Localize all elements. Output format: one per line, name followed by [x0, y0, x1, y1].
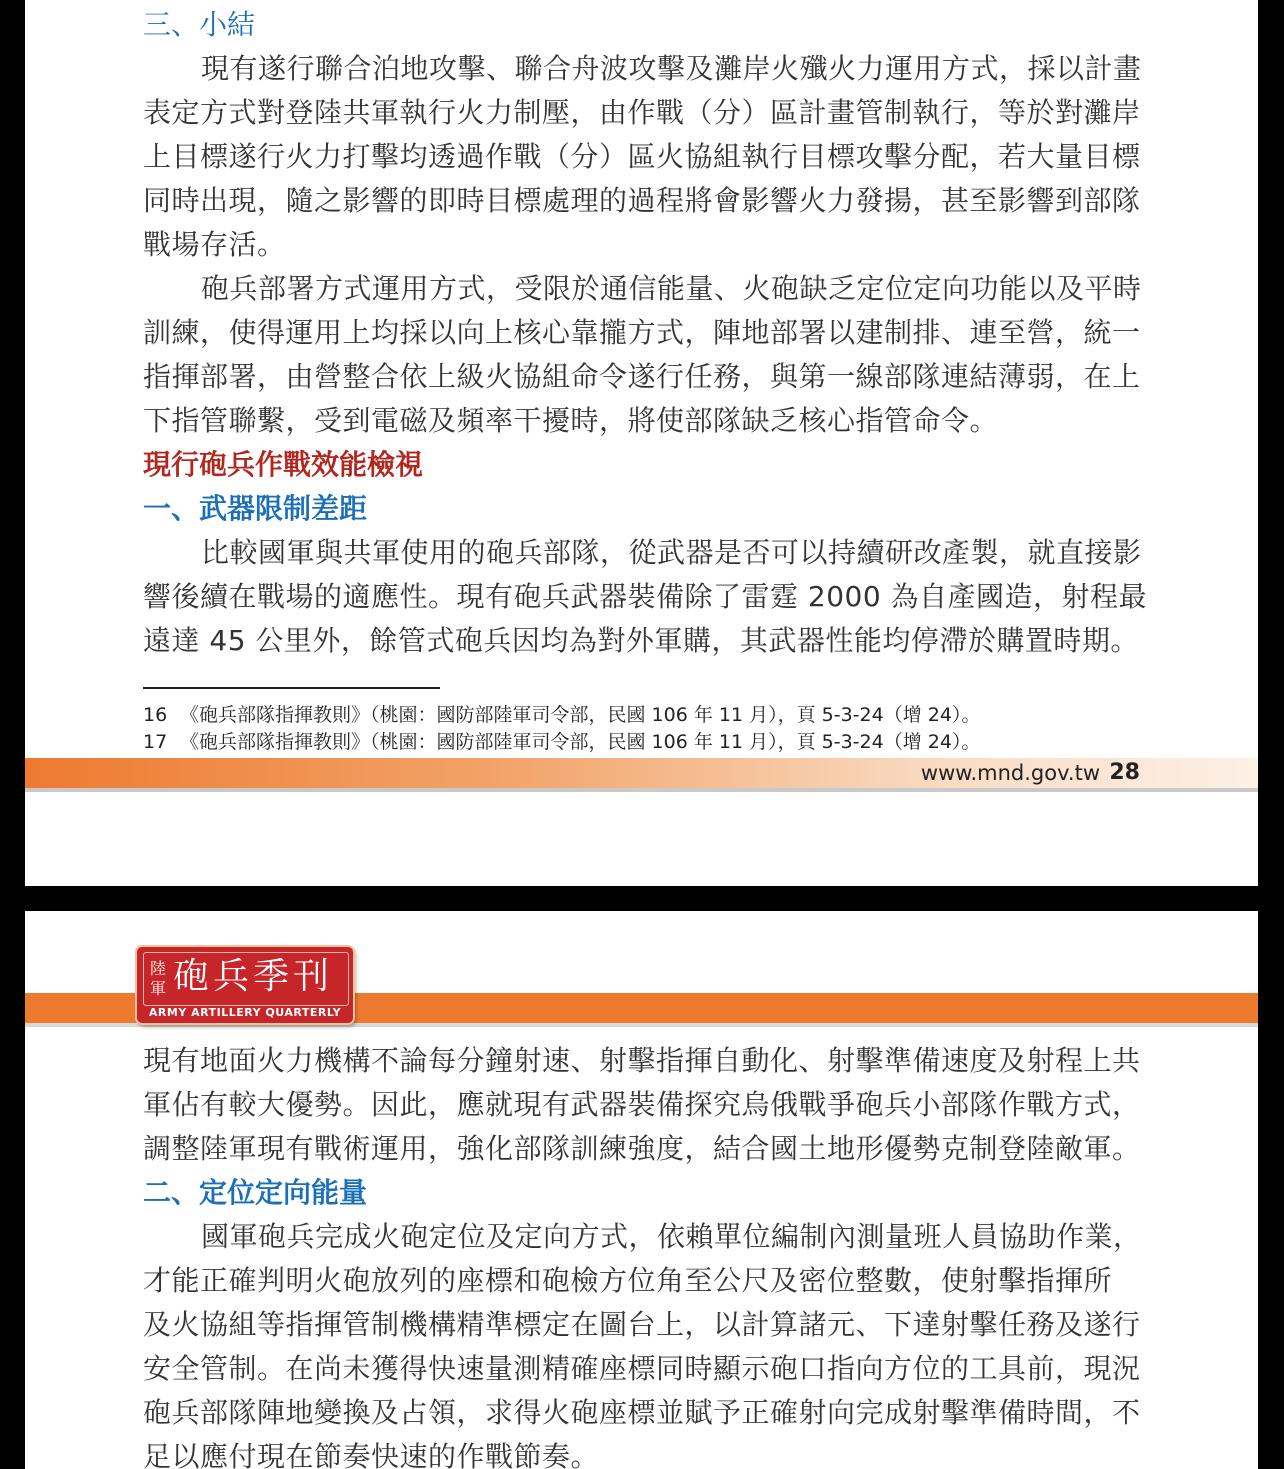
paragraph-line: 指揮部署，由營整合依上級火協組命令遂行任務，與第一線部隊連結薄弱，在上	[143, 360, 1141, 393]
document-page-29	[25, 911, 1258, 1469]
footnote-number: 16	[143, 704, 168, 726]
section-heading-weapon-limits: 一、武器限制差距	[143, 492, 368, 525]
paragraph-line: 遠達 45 公里外，餘管式砲兵因均為對外軍購，其武器性能均停滯於購置時期。	[143, 624, 1139, 657]
footnote-text: 《砲兵部隊指揮教則》（桃園：國防部陸軍司令部，民國 106 年 11 月），頁 5-3-24（增 24）。	[180, 731, 981, 753]
footnote	[143, 729, 980, 756]
paragraph-line: 足以應付現在節奏快速的作戰節奏。	[143, 1440, 600, 1469]
logo-army-mark	[147, 959, 169, 999]
paragraph-line: 現有遂行聯合泊地攻擊、聯合舟波攻擊及灘岸火殲火力運用方式，採以計畫	[201, 52, 1142, 85]
header-rule	[25, 1023, 1258, 1027]
footnote-number: 17	[143, 731, 168, 753]
footnote-divider	[143, 687, 440, 689]
paragraph-line: 戰場存活。	[143, 228, 286, 261]
footnote	[143, 702, 980, 729]
logo-subtitle: ARMY ARTILLERY QUARTERLY	[148, 1006, 342, 1019]
paragraph-line: 及火協組等指揮管制機構精準標定在圖台上，以計算諸元、下達射擊任務及遂行	[143, 1308, 1141, 1341]
footnote-text: 《砲兵部隊指揮教則》（桃園：國防部陸軍司令部，民國 106 年 11 月），頁 5-3-24（增 24）。	[180, 704, 981, 726]
paragraph-line: 砲兵部隊陣地變換及占領，求得火砲座標並賦予正確射向完成射擊準備時間，不	[143, 1396, 1141, 1429]
paragraph-line: 調整陸軍現有戰術運用，強化部隊訓練強度，結合國土地形優勢克制登陸敵軍。	[143, 1132, 1141, 1165]
paragraph-line: 表定方式對登陸共軍執行火力制壓，由作戰（分）區計畫管制執行，等於對灘岸	[143, 96, 1141, 129]
paragraph-line: 軍佔有較大優勢。因此，應就現有武器裝備探究烏俄戰爭砲兵小部隊作戰方式，	[143, 1088, 1141, 1121]
page-29-body	[143, 1039, 1143, 1469]
paragraph-line: 訓練，使得運用上均採以向上核心靠攏方式，陣地部署以建制排、連至營，統一	[143, 316, 1141, 349]
army-artillery-quarterly-logo	[137, 947, 353, 1023]
paragraph-line: 上目標遂行火力打擊均透過作戰（分）區火協組執行目標攻擊分配，若大量目標	[143, 140, 1141, 173]
paragraph-line: 比較國軍與共軍使用的砲兵部隊，從武器是否可以持續研改產製，就直接影	[201, 536, 1142, 569]
logo-title: 砲兵季刊	[173, 956, 334, 997]
page-number: 28	[1109, 760, 1140, 785]
section-heading-positioning: 二、定位定向能量	[143, 1176, 368, 1209]
document-page-28	[25, 0, 1258, 886]
footer-url: www.mnd.gov.tw	[920, 761, 1100, 785]
paragraph-line: 國軍砲兵完成火砲定位及定向方式，依賴單位編制內測量班人員協助作業，	[201, 1220, 1142, 1253]
logo-army-char-bottom: 軍	[149, 979, 166, 998]
paragraph-line: 才能正確判明火砲放列的座標和砲檢方位角至公尺及密位整數，使射擊指揮所	[143, 1264, 1113, 1297]
paragraph-line: 響後續在戰場的適應性。現有砲兵武器裝備除了雷霆 2000 為自產國造，射程最	[143, 580, 1148, 613]
footnotes	[143, 702, 980, 756]
paragraph-line: 下指管聯繫，受到電磁及頻率干擾時，將使部隊缺乏核心指管命令。	[143, 404, 999, 437]
paragraph-line: 砲兵部署方式運用方式，受限於通信能量、火砲缺乏定位定向功能以及平時	[201, 272, 1142, 305]
section-heading-summary: 三、小結	[143, 8, 256, 41]
logo-army-char-top: 陸	[149, 959, 166, 978]
footer-rule	[25, 788, 1258, 792]
page-28-body	[143, 3, 1148, 663]
paragraph-line: 現有地面火力機構不論每分鐘射速、射擊指揮自動化、射擊準備速度及射程上共	[143, 1044, 1141, 1077]
main-section-heading: 現行砲兵作戰效能檢視	[143, 448, 424, 481]
paragraph-line: 安全管制。在尚未獲得快速量測精確座標同時顯示砲口指向方位的工具前，現況	[143, 1352, 1141, 1385]
paragraph-line: 同時出現，隨之影響的即時目標處理的過程將會影響火力發揚，甚至影響到部隊	[143, 184, 1141, 217]
